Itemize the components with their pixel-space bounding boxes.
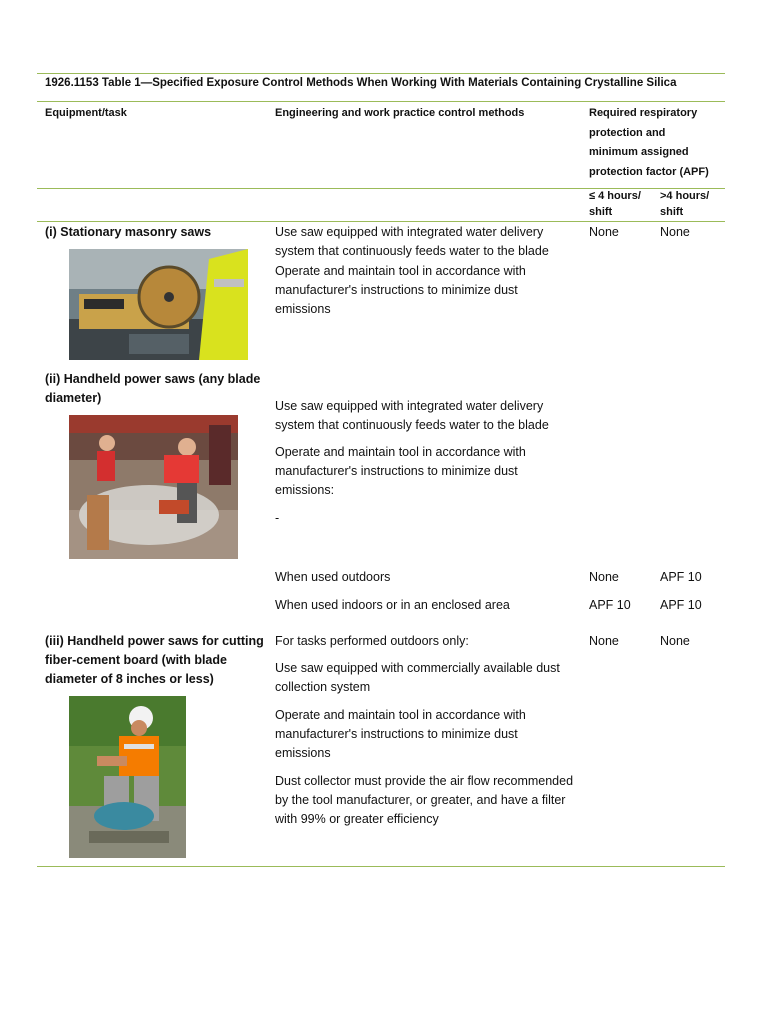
row2-sub-indoors-label: When used indoors or in an enclosed area xyxy=(275,598,510,612)
fiber-cement-saw-photo xyxy=(69,696,186,858)
row1-gt4: None xyxy=(660,225,690,239)
row3-control-2: Use saw equipped with commercially available dust collection system xyxy=(275,661,560,694)
row1-control-2: Operate and maintain tool in accordance with manufacturer's instructions to minimize dust emissions xyxy=(275,264,526,316)
header-respiratory: Required respiratory protection and minimum assigned protection factor (APF) xyxy=(589,107,709,178)
task-stationary-masonry-saws: (i) Stationary masonry saws xyxy=(45,225,212,239)
row2-sub-outdoors-gt4: APF 10 xyxy=(660,570,702,584)
header-le4: ≤ 4 hours/ shift xyxy=(589,190,641,218)
row2-control-2: Operate and maintain tool in accordance with manufacturer's instructions to minimize dust emissions: xyxy=(275,445,526,497)
row3-control-1: For tasks performed outdoors only: xyxy=(275,634,469,648)
task-handheld-power-saws: (ii) Handheld power saws (any blade diameter) xyxy=(45,372,261,405)
row2-control-1: Use saw equipped with integrated water delivery system that continuously feeds water to the blade xyxy=(275,399,549,432)
row3-le4: None xyxy=(589,634,619,648)
row3-gt4: None xyxy=(660,634,690,648)
table-top-rule xyxy=(37,73,725,74)
row2-sub-indoors-le4: APF 10 xyxy=(589,598,631,612)
row2-sub-outdoors-label: When used outdoors xyxy=(275,570,391,584)
header-gt4: >4 hours/ shift xyxy=(660,190,710,218)
table-title: 1926.1153 Table 1—Specified Exposure Control Methods When Working With Materials Containing Crystalline Silica xyxy=(45,77,677,89)
handheld-saw-photo xyxy=(69,415,238,559)
title-rule xyxy=(37,101,725,102)
row3-control-3: Operate and maintain tool in accordance with manufacturer's instructions to minimize dust emissions xyxy=(275,708,526,760)
subheader-rule xyxy=(37,221,725,222)
header-equipment: Equipment/task xyxy=(45,107,127,119)
header-controls: Engineering and work practice control methods xyxy=(275,107,525,119)
row2-sub-outdoors-le4: None xyxy=(589,570,619,584)
stationary-saw-photo xyxy=(69,249,248,360)
row1-le4: None xyxy=(589,225,619,239)
row3-control-4: Dust collector must provide the air flow recommended by the tool manufacturer, or greater, and have a filter with 99% or greater efficiency xyxy=(275,774,574,826)
task-fiber-cement-saws: (iii) Handheld power saws for cutting fiber-cement board (with blade diameter of 8 inches or less) xyxy=(45,634,264,686)
row2-sub-indoors-gt4: APF 10 xyxy=(660,598,702,612)
table-bottom-rule xyxy=(37,866,725,867)
row1-control-1: Use saw equipped with integrated water delivery system that continuously feeds water to the blade xyxy=(275,225,549,258)
row2-control-dash: - xyxy=(275,511,280,525)
